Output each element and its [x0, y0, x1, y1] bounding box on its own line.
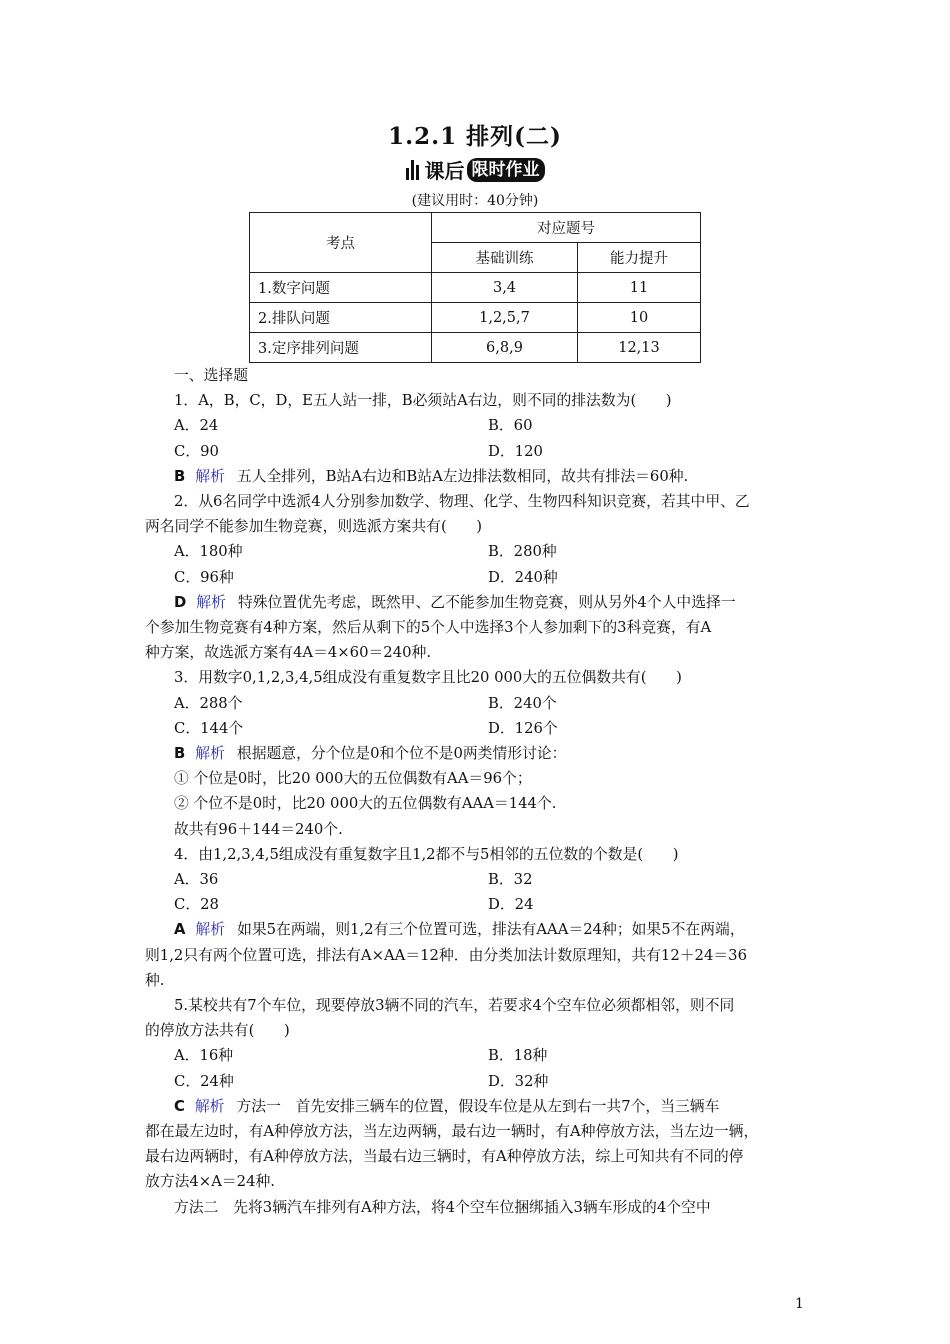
answer-letter: C: [174, 1097, 185, 1115]
question-4-stem: 4．由1,2,3,4,5组成没有重复数字且1,2都不与5相邻的五位数的个数是( ): [174, 845, 679, 863]
question-2-stem-line1: 2．从6名同学中选派4人分别参加数学、物理、化学、生物四科知识竞赛，若其中甲、乙: [174, 492, 750, 510]
row-basic: 3,4: [432, 273, 578, 303]
option-a: A．16种: [174, 1047, 234, 1065]
explanation-text: 根据题意，分个位是0和个位不是0两类情形讨论：: [236, 744, 567, 762]
page-title: 1.2.1 排列(二): [388, 123, 562, 150]
option-c: C．24种: [174, 1072, 234, 1090]
explanation-line: 个参加生物竞赛有4种方案，然后从剩下的5个人中选择3个人参加剩下的3科竞赛，有A: [145, 618, 712, 636]
question-5-explanation: [145, 1094, 810, 1119]
row-basic: 6,8,9: [432, 333, 578, 363]
explanation-line: 种方案，故选派方案有4A＝4×60＝240种.: [145, 644, 432, 662]
question-4-options-row1: [145, 867, 810, 892]
header-duiying: 对应题号: [432, 213, 701, 243]
question-5-stem-line1: 5.某校共有7个车位，现要停放3辆不同的汽车，若要求4个空车位必须都相邻，则不同: [174, 996, 735, 1014]
row-adv: 10: [578, 303, 701, 333]
explanation-line: 最右边两辆时，有A种停放方法，当最右边三辆时，有A种停放方法，综上可知共有不同的停: [145, 1148, 744, 1166]
header-jichu: 基础训练: [432, 243, 578, 273]
analysis-label: 解析: [194, 1097, 225, 1115]
table-row: [250, 333, 701, 363]
explanation-line: ② 个位不是0时，比20 000大的五位偶数有AAA＝144个.: [174, 795, 557, 813]
explanation-line: 放方法4×A＝24种.: [145, 1173, 276, 1191]
explanation-text: 五人全排列，B站A右边和B站A左边排法数相同，故共有排法＝60种.: [236, 467, 689, 485]
explanation-line: 都在最左边时，有A种停放方法，当左边两辆，最右边一辆时，有A种停放方法，当左边一辆，: [145, 1122, 759, 1140]
question-3-options-row1: [145, 691, 810, 716]
answer-letter: D: [174, 593, 187, 611]
explanation-line: ① 个位是0时，比20 000大的五位偶数有AA＝96个；: [174, 770, 532, 788]
question-3-stem: 3．用数字0,1,2,3,4,5组成没有重复数字且比20 000大的五位偶数共有( ): [174, 669, 682, 687]
option-a: A．24: [174, 417, 219, 435]
question-5-options-row2: [145, 1069, 810, 1094]
option-d: D．24: [488, 896, 534, 914]
question-5-stem-line2: 的停放方法共有( ): [145, 1022, 290, 1040]
question-4-explanation: [145, 917, 810, 942]
row-topic: 1.数字问题: [250, 273, 432, 303]
option-c: C．144个: [174, 719, 244, 737]
page-number: 1: [795, 1296, 804, 1312]
question-3-options-row2: [145, 716, 810, 741]
question-2-stem-line2: 两名同学不能参加生物竞赛，则选派方案共有( ): [145, 518, 483, 536]
question-5-options-row1: [145, 1043, 810, 1068]
answer-letter: B: [174, 744, 186, 762]
question-2-options-row1: [145, 539, 810, 564]
option-d: D．240种: [488, 568, 558, 586]
question-2-options-row2: [145, 565, 810, 590]
section-heading: 一、选择题: [174, 367, 248, 384]
question-1-stem: 1．A，B，C，D，E五人站一排，B必须站A右边，则不同的排法数为( ): [174, 392, 672, 410]
answer-letter: A: [174, 921, 186, 939]
time-hint: (建议用时：40分钟): [411, 193, 539, 209]
question-1-options-row1: [145, 413, 810, 438]
question-3-explanation: [145, 741, 810, 766]
answer-letter: B: [174, 467, 186, 485]
table-row: [250, 303, 701, 333]
analysis-label: 解析: [195, 921, 226, 939]
option-c: C．28: [174, 896, 219, 914]
banner-badge: 限时作业: [467, 158, 545, 182]
option-a: A．180种: [174, 543, 243, 561]
option-a: A．36: [174, 870, 219, 888]
option-c: C．90: [174, 442, 219, 460]
question-1-explanation: [145, 464, 810, 489]
option-b: B．32: [488, 870, 533, 888]
analysis-label: 解析: [195, 467, 225, 485]
option-b: B．18种: [488, 1047, 548, 1065]
analysis-label: 解析: [196, 593, 226, 611]
option-b: B．240个: [488, 694, 557, 712]
explanation-text: 方法一 首先安排三辆车的位置，假设车位是从左到右一共7个，当三辆车: [236, 1097, 720, 1115]
explanation-text: 如果5在两端，则1,2有三个位置可选，排法有AAA＝24种；如果5不在两端，: [237, 921, 745, 939]
banner-main-text: 课后: [424, 159, 465, 183]
topic-table: [249, 212, 701, 363]
option-b: B．280种: [488, 543, 557, 561]
option-d: D．126个: [488, 719, 558, 737]
table-row: [250, 273, 701, 303]
header-nengli: 能力提升: [578, 243, 701, 273]
explanation-line: 方法二 先将3辆汽车排列有A种方法，将4个空车位捆绑插入3辆车形成的4个空中: [174, 1198, 711, 1216]
question-4-options-row2: [145, 892, 810, 917]
exercise-body: [145, 363, 810, 1220]
option-c: C．96种: [174, 568, 234, 586]
after-class-banner: [0, 155, 950, 183]
bar-chart-icon: [406, 160, 422, 180]
header-kaodian: 考点: [250, 213, 432, 273]
explanation-line: 则1,2只有两个位置可选，排法有A×AA＝12种．由分类加法计数原理知，共有12＋24＝36: [145, 946, 748, 964]
question-2-explanation: [145, 590, 810, 615]
option-a: A．288个: [174, 694, 243, 712]
option-d: D．120: [488, 442, 543, 460]
analysis-label: 解析: [195, 744, 225, 762]
option-b: B．60: [488, 417, 533, 435]
explanation-line: 种.: [145, 971, 165, 989]
row-topic: 3.定序排列问题: [250, 333, 432, 363]
explanation-line: 故共有96＋144＝240个.: [174, 820, 343, 838]
row-basic: 1,2,5,7: [432, 303, 578, 333]
explanation-text: 特殊位置优先考虑，既然甲、乙不能参加生物竞赛，则从另外4个人中选择一: [237, 593, 736, 611]
row-adv: 12,13: [578, 333, 701, 363]
row-adv: 11: [578, 273, 701, 303]
option-d: D．32种: [488, 1072, 549, 1090]
row-topic: 2.排队问题: [250, 303, 432, 333]
question-1-options-row2: [145, 439, 810, 464]
